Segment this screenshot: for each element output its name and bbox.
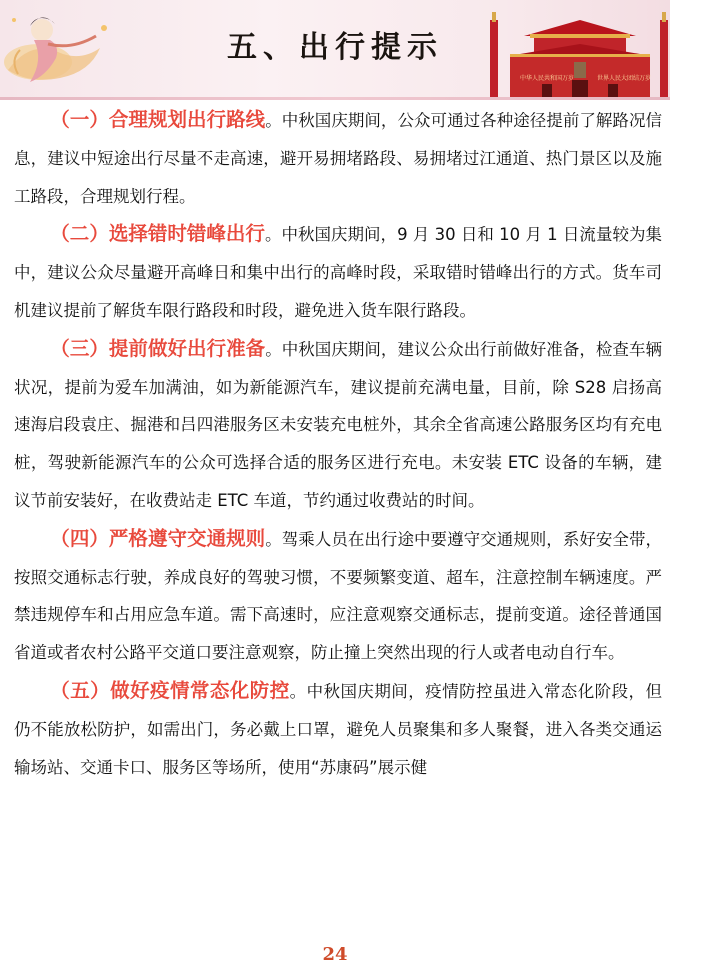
- tiananmen-gate-icon: [490, 6, 670, 100]
- paragraph-text: 。中秋国庆期间，公众可通过各种途径提前了解路况信息，建议中短途出行尽量不走高速，避开易拥堵路段、易拥堵过江通道、热门景区以及施工路段，合理规划行程。: [14, 111, 662, 206]
- paragraph-5: [14, 672, 662, 786]
- section-header-banner: [0, 0, 670, 100]
- page-number: 24: [322, 944, 348, 965]
- paragraph-3: [14, 330, 662, 520]
- paragraph-2: [14, 215, 662, 329]
- paragraph-heading: （二）选择错时错峰出行: [50, 222, 265, 246]
- paragraph-heading: （四）严格遵守交通规则: [50, 526, 266, 550]
- paragraph-text: 。中秋国庆期间，建议公众出行前做好准备，检查车辆状况，提前为爱车加满油，如为新能源汽车，建议提前充满电量，目前，除 S28 启扬高速海启段袁庄、掘港和吕四港服务区未安装充电桩外，其余全省高速公路服务区均有充电桩，驾驶新能源汽车的公众可选择合适的服务区进行充电。未安装 ETC 设备的车辆，建议节前安装好，在收费站走 ETC 车道，节约通过收费站的时间。: [14, 339, 662, 510]
- paragraph-heading: （一）合理规划出行路线: [50, 108, 266, 131]
- paragraph-heading: （五）做好疫情常态化防控: [50, 678, 290, 702]
- paragraph-4: [14, 520, 662, 672]
- paragraph-text: 。中秋国庆期间，疫情防控虽进入常态化阶段，但仍不能放松防护，如需出门，务必戴上口罩，避免人员聚集和多人聚餐，进入各类交通运输场站、交通卡口、服务区等场所，使用“苏康码”展示健: [14, 681, 662, 777]
- gate-banner-right: 世界人民大团结万岁: [597, 75, 652, 82]
- page-title: 五、出行提示: [227, 30, 443, 65]
- document-body: [14, 101, 662, 786]
- paragraph-1: [14, 101, 662, 215]
- gate-banner-left: 中华人民共和国万岁: [520, 75, 575, 82]
- paragraph-text: 。驾乘人员在出行途中要遵守交通规则，系好安全带，按照交通标志行驶，养成良好的驾驶习惯，不要频繁变道、超车，注意控制车辆速度。严禁违规停车和占用应急车道。需下高速时，应注意观察交通标志，提前变道。途径普通国省道或者农村公路平交道口要注意观察，防止撞上突然出现的行人或者电动自行车。: [14, 529, 662, 663]
- paragraph-heading: （三）提前做好出行准备: [50, 336, 266, 360]
- paragraph-text: 。中秋国庆期间，9 月 30 日和 10 月 1 日流量较为集中，建议公众尽量避开高峰日和集中出行的高峰时段，采取错时错峰出行的方式。货车司机建议提前了解货车限行路段和时段，避免进入货车限行路段。: [14, 225, 662, 320]
